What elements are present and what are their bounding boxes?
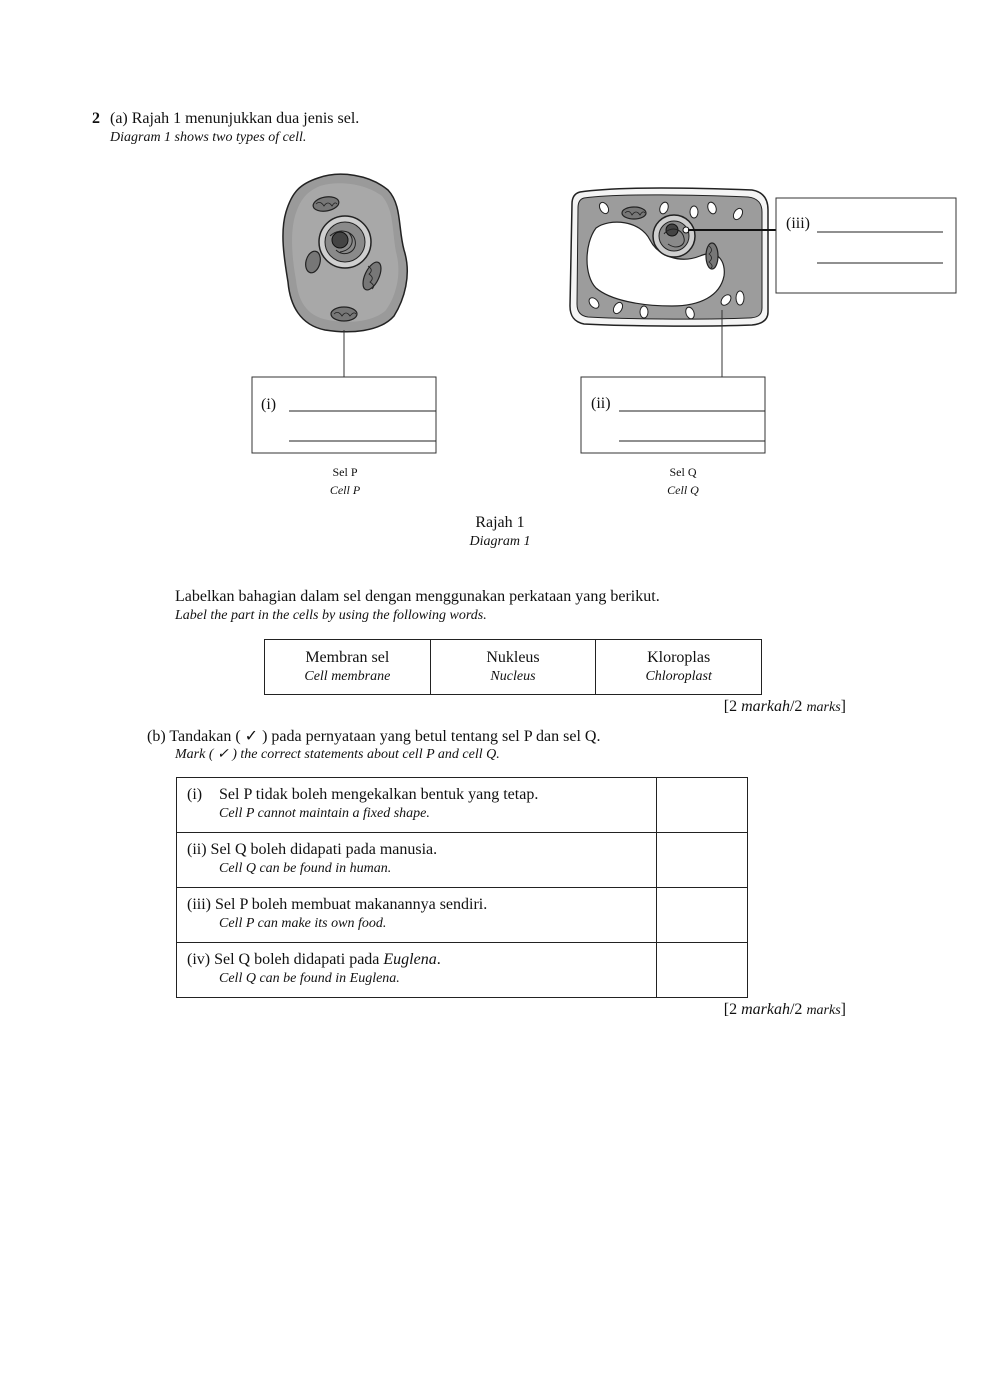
statement-text [177,888,657,943]
diagram-caption-en: Diagram 1 [469,534,531,549]
answer-input-i-line1[interactable] [289,392,436,411]
statement-ms: Sel P tidak boleh mengekalkan bentuk yang tetap. [219,786,539,803]
statements-table [176,777,748,998]
statement-text [177,943,657,998]
statement-row [177,833,748,888]
statement-en: Cell Q can be found in human. [219,861,392,876]
marks-close: ] [840,698,846,715]
statement-ms: Sel Q boleh didapati pada [214,951,384,968]
label-i: (i) [261,396,277,413]
part-a-text: (a) Rajah 1 menunjukkan dua jenis sel. [110,110,360,127]
statement-ms: Sel Q boleh didapati pada manusia. [210,841,438,858]
statement-num: (iv) [187,951,211,968]
part-b-text-en: Mark ( ✓ ) the correct statements about cell P and cell Q. [175,747,500,762]
word-ms: Nukleus [486,649,540,666]
word-bank-table [264,639,762,695]
word-en: Cell membrane [304,669,391,684]
tick-box-iii[interactable] [657,888,748,943]
statement-ms: Sel P boleh membuat makanannya sendiri. [215,896,488,913]
tick-box-iv[interactable] [657,943,748,998]
instruction-text-en: Label the part in the cells by using the following words. [175,608,487,623]
answer-input-i-line2[interactable] [289,422,436,441]
word-ms: Kloroplas [647,649,711,666]
part-b-text: (b) Tandakan ( ✓ ) pada pernyataan yang betul tentang sel P dan sel Q. [147,728,601,745]
statement-num: (iii) [187,896,211,913]
statement-num: (i) [187,786,203,803]
answer-input-ii-line1[interactable] [619,392,765,411]
statement-ms-end: . [436,951,441,968]
statement-text [177,778,657,833]
answer-input-ii-line2[interactable] [619,422,765,441]
marks-label-b [724,1001,846,1019]
part-a-text-en: Diagram 1 shows two types of cell. [110,130,307,145]
marks-slash: /2 [789,698,807,715]
statement-row [177,888,748,943]
label-iii: (iii) [786,215,810,232]
statement-row [177,778,748,833]
label-ii: (ii) [591,395,611,412]
tick-box-ii[interactable] [657,833,748,888]
word-bank-item [265,640,431,695]
cell-p-caption-ms: Sel P [332,465,358,479]
marks-marks: marks [806,700,841,715]
cell-q-caption-en: Cell Q [667,483,699,497]
word-en: Nucleus [490,669,536,684]
instruction-text: Labelkan bahagian dalam sel dengan menggunakan perkataan yang berikut. [175,588,660,605]
statement-en: Cell P cannot maintain a fixed shape. [219,806,430,821]
cell-q-drawing [570,188,776,377]
question-number: 2 [92,110,100,127]
diagram-caption: Rajah 1 [475,514,525,531]
statement-ms-italic: Euglena [383,951,437,968]
answer-box-i [252,377,436,453]
word-ms: Membran sel [305,649,390,666]
word-en: Chloroplast [645,669,712,684]
answer-box-ii [581,377,765,453]
tick-box-i[interactable] [657,778,748,833]
cell-p-caption [305,465,385,498]
statement-num: (ii) [187,841,207,858]
statement-en: Cell Q can be found in Euglena. [219,971,400,986]
cell-q-caption [643,465,723,498]
answer-input-iii-line2[interactable] [817,244,943,263]
statement-row [177,943,748,998]
marks-label-a [724,698,846,716]
marks-open: [2 [723,698,742,715]
marks-markah: markah [741,1001,790,1018]
marks-open: [2 [723,1001,742,1018]
cell-p-drawing [283,174,407,377]
marks-slash: /2 [789,1001,807,1018]
statement-text [177,833,657,888]
marks-markah: markah [741,698,790,715]
cell-p-caption-en: Cell P [329,483,361,497]
marks-close: ] [840,1001,846,1018]
answer-input-iii-line1[interactable] [817,213,943,232]
word-bank-item [596,640,762,695]
marks-marks: marks [806,1003,841,1018]
word-bank-item [430,640,596,695]
cell-q-caption-ms: Sel Q [669,465,697,479]
statement-en: Cell P can make its own food. [219,916,387,931]
